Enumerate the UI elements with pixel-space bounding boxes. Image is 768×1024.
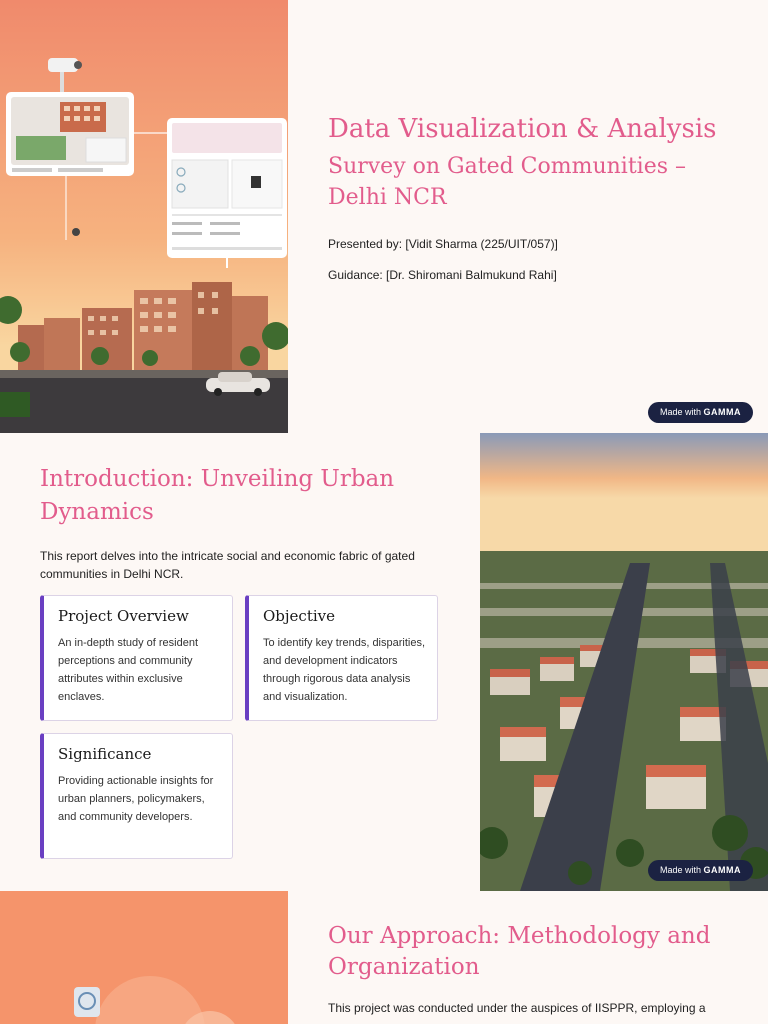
badge-prefix: Made with — [660, 407, 702, 417]
badge-prefix: Made with — [660, 865, 702, 875]
guidance: Guidance: [Dr. Shiromani Balmukund Rahi] — [328, 268, 557, 282]
slide-title: Data Visualization & Analysis — [328, 114, 717, 144]
gamma-logo: GAMMA — [703, 865, 742, 875]
dashboard-card-right — [167, 118, 287, 258]
card-project-overview — [40, 595, 233, 721]
card-body: An in-depth study of resident perceptions and community attributes within exclusive enclaves. — [58, 637, 199, 703]
slide-subtitle: Survey on Gated Communities – Delhi NCR — [328, 154, 687, 210]
card-heading: Objective — [263, 607, 336, 625]
intro-text: This report delves into the intricate social and economic fabric of gated communities in Delhi NCR. — [40, 549, 415, 581]
card-body: To identify key trends, disparities, and development indicators through rigorous data analysis and visualization. — [263, 637, 426, 703]
methodology-illustration — [0, 891, 288, 1024]
presented-by: Presented by: [Vidit Sharma (225/UIT/057)] — [328, 237, 558, 251]
card-body: Providing actionable insights for urban planners, policymakers, and community developers. — [58, 775, 214, 823]
dashboard-card-left — [6, 92, 134, 176]
card-significance — [40, 733, 233, 859]
card-heading: Project Overview — [58, 607, 189, 625]
card-objective — [245, 595, 438, 721]
introduction-slide — [0, 433, 768, 891]
title-slide — [0, 0, 768, 433]
methodology-slide — [0, 891, 768, 1024]
made-with-gamma-badge[interactable] — [648, 402, 753, 423]
made-with-gamma-badge[interactable] — [648, 860, 753, 881]
slide-title: Introduction: Unveiling Urban Dynamics — [40, 466, 395, 525]
slide-title: Our Approach: Methodology and Organization — [328, 923, 711, 980]
sensor-device-icon — [74, 987, 100, 1017]
intro-text: This project was conducted under the auspices of IISPPR, employing a — [328, 1001, 706, 1015]
card-heading: Significance — [58, 745, 152, 763]
gamma-logo: GAMMA — [703, 407, 742, 417]
gated-community-dashboard-illustration — [0, 0, 288, 433]
aerial-township-illustration — [480, 433, 768, 891]
